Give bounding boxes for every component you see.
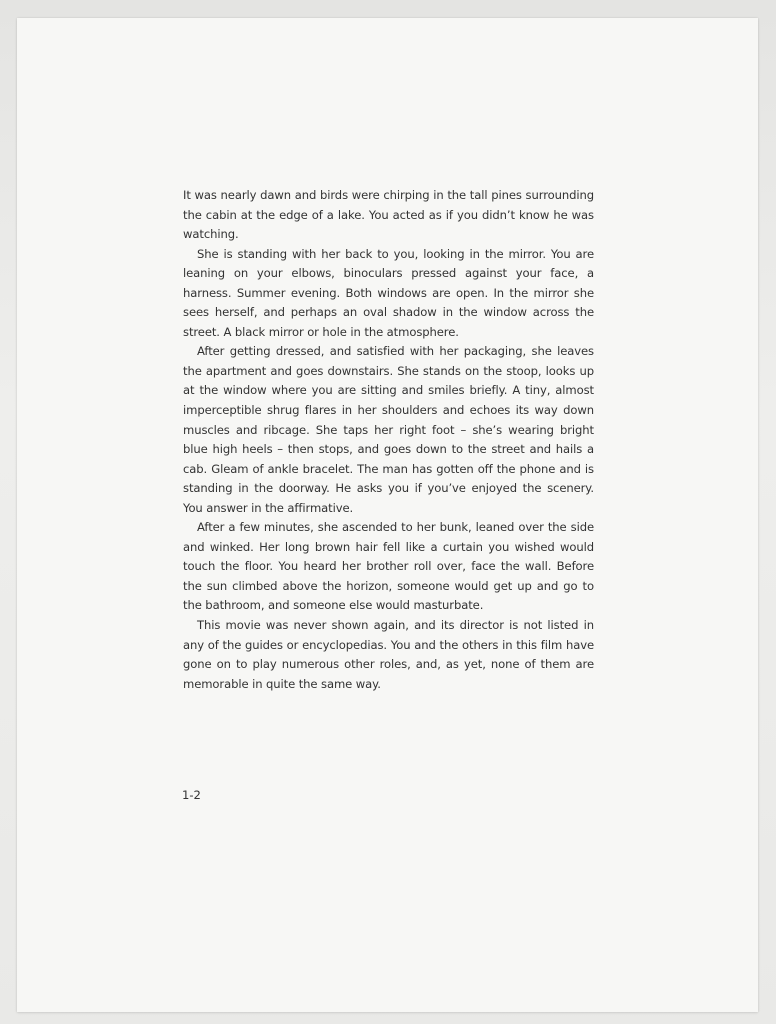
page-number: 1-2	[182, 788, 201, 802]
paragraph: After getting dressed, and satisfied with her packaging, she leaves the apartment and goes downstairs. She stands on the stoop, looks up at the window where you are sitting and smiles briefly. A tiny, almost imperceptible shrug flares in her shoulders and echoes its way down muscles and ribcage. She taps her right foot – she’s wearing bright blue high heels – then stops, and goes down to the street and hails a cab. Gleam of ankle bracelet. The man has gotten off the phone and is standing in the doorway. He asks you if you’ve enjoyed the scenery. You answer in the affirmative.	[183, 344, 594, 515]
paragraph: This movie was never shown again, and its director is not listed in any of the guides or encyclopedias. You and the others in this film have gone on to play numerous other roles, and, as yet, none of them are memorable in quite the same way.	[183, 618, 594, 691]
paragraph: It was nearly dawn and birds were chirping in the tall pines surrounding the cabin at the edge of a lake. You acted as if you didn’t know he was watching.	[183, 188, 594, 242]
paragraph: She is standing with her back to you, looking in the mirror. You are leaning on your elbows, binoculars pressed against your face, a harness. Summer evening. Both windows are open. In the mirror she sees herself, and perhaps an oval shadow in the window across the street. A black mirror or hole in the atmosphere.	[183, 246, 594, 339]
paragraph: After a few minutes, she ascended to her bunk, leaned over the side and winked. Her long brown hair fell like a curtain you wished would touch the floor. You heard her brother roll over, face the wall. Before the sun climbed above the horizon, someone would get up and go to the bathroom, and someone else would masturbate.	[183, 520, 594, 613]
paper-sheet	[17, 18, 758, 1012]
body-text	[183, 186, 594, 694]
